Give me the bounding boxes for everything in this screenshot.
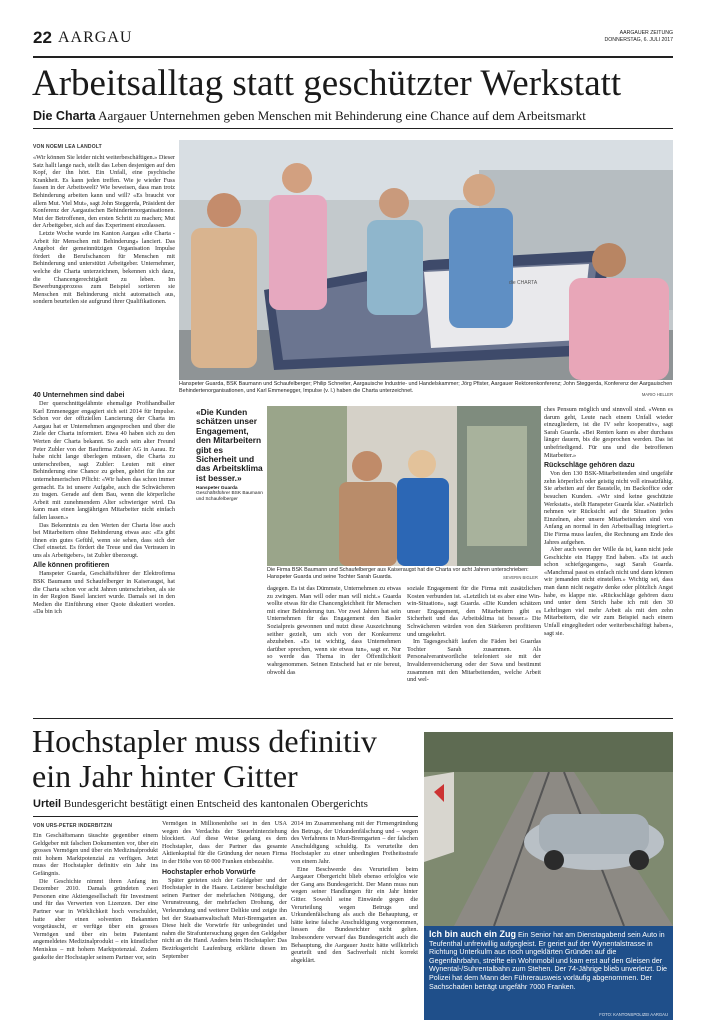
article2-kicker: Urteil — [33, 798, 62, 810]
car-caption-body — [429, 930, 668, 991]
paragraph: soziale Engagement für die Firma mit zusätzlichen Kosten verbunden ist. «Letztlich ist es aber eine Win-win-Situation», sagt Guarda. «Die Kunden schätzen unser Engagement, den Mitarbeitern gibt es Sicherheit und das Arbeitsklima ist besser.» Die Schwächeren würden von den Stärkeren profitieren und umgekehrt. — [407, 585, 541, 638]
paragraph: Später gerieten sich der Geldgeber und der Hochstapler in die Haare. Letzterer beschuldigte seinen Partner der mehrfachen Nötigung, der Verunstreuung, der mehrfachen Drohung, der Verleumdung und weiterer Delikte und zeigte ihn bei der Staatsanwaltschaft Muri-Bremgarten an. Diese hielt die Vorwürfe für unbegründet und nahm die Strafuntersuchung gegen den Geldgeber nicht an die Hand. Anders beim Hochstapler: Das Bezirksgericht Laufenburg erklärte diesen im September — [162, 876, 287, 960]
photo2-illustration — [267, 406, 541, 566]
article2-headline-line1: Hochstapler muss definitiv — [32, 723, 377, 759]
article1-subline-row — [33, 108, 678, 124]
paragraph: Die Geschichte nimmt ihren Anfang im Dezember 2010. Damals gründeten zwei Personen eine Aktiengesellschaft für Investment und für das Verwerten von Lizenzen. Der eine Partner war in Wirklichkeit hoch verschuldet, hatte aber einen solventen Bekannten vorgetäuscht, er verfüge über ein grosses Vermögen und über ein beim Patentamt angemeldetes Medizinalprodukt – ein künstlicher Meniskus – mit hohem Marktpotenzial. Zudem gaukelte der Hochstapler seinem Partner vor, sein — [33, 877, 158, 961]
article2-subline-row — [33, 798, 423, 810]
car-photo-credit: FOTO: KANTONSPOLIZEI AARGAU — [599, 1012, 668, 1017]
pull-quote-text: «Die Kunden schätzen unser Engagement, den Mitarbeitern gibt es Sicherheit und das Arbeitsklima ist besser.» — [196, 407, 263, 483]
pull-quote-role: Geschäftsführer BSK Baumann und Schaufelberger — [196, 491, 263, 502]
photo2-credit: SEVERIN BIGLER — [503, 575, 538, 580]
subheading-alle-profitieren: Alle können profitieren — [33, 562, 110, 570]
photo3-illustration — [424, 732, 673, 926]
paragraph: Im Tagesgeschäft laufen die Fäden bei Guardas Tochter Sarah zusammen. Als Personalverantwortliche telefoniert sie mit der Invalidenversicherung oder der Suva und bestimmt zusammen mit den Mitarbeitenden, welche Arbeit und wel- — [407, 638, 541, 684]
article1-author: VON NOEMI LEA LANDOLT — [33, 144, 102, 150]
article2-author: VON URS-PETER INDERBITZIN — [33, 823, 113, 829]
article1-kicker: Die Charta — [33, 109, 96, 123]
article1-headline: Arbeitsalltag statt geschützter Werkstatt — [32, 63, 622, 104]
photo2-caption-text: Die Firma BSK Baumann und Schaufelberger aus Kaiseraugst hat die Charta vor acht Jahren unterschrieben: Hanspeter Guarda und seine Tochter Sarah Guarda. — [267, 567, 529, 580]
car-caption-text: Ein Senior hat am Dienstagabend sein Auto in Teufenthal unfreiwillig aufgegleist. Er geriet auf der Wynentalstrasse in Richtung Unterkulm aus noch ungeklärten Gründen auf die Gegenfahrbahn, streifte ein Wohnmobil und kam erst auf den Gleisen der Wynental-/Suhrentalbahn zum Stehen. Der 74-Jährige blieb unverletzt. Die Polizei hat dem Mann den Führerausweis vorläufig abgenommen. Der Sachschaden beträgt ungefähr 7000 Franken. — [429, 930, 668, 991]
article2-rule — [33, 816, 418, 817]
article2-col1 — [33, 832, 158, 1020]
paragraph: Hanspeter Guarda, Geschäftsführer der Elektrofirma BSK Baumann und Schaufelberger in Kaiseraugst, hat die Charta schon vor acht Jahren unterschrieben, als sie in der Region Basel lanciert wurde. Damals sei in den Medien die Einführung einer Quote diskutiert worden. «Da bin ich — [33, 570, 175, 616]
article1-subline: Aargauer Unternehmen geben Menschen mit Behinderung eine Chance auf dem Arbeitsmarkt — [98, 108, 586, 123]
issue-date: DONNERSTAG, 6. JULI 2017 — [604, 37, 673, 43]
guarda-photo — [267, 406, 541, 566]
paragraph: Letzte Woche wurde im Kanton Aargau «die Charta - Arbeit für Menschen mit Behinderung» lanciert. Das Angebot der gemeinnützigen Organisation Impulse fördert die Berufschancen für Menschen mit Behinderung und unterstützt Arbeitgeber. Unternehmer, welche die Charta unterzeichnen, bekennen sich dazu, die Chancengerechtigkeit zu leben. Im Bewerbungsprozess zum Beispiel sortieren sie Menschen mit Behinderung nicht automatisch aus, sondern beurteilen sie aufgrund ihrer Qualifikationen. — [33, 229, 175, 306]
article-divider — [33, 718, 673, 719]
page-number: 22 — [33, 28, 52, 47]
paper-name: AARGAUER ZEITUNG — [619, 30, 673, 36]
charta-signers-photo — [179, 140, 673, 380]
paragraph: dagegen. Es ist das Dümmste, Unternehmen zu etwas zu zwingen. Man will oder man will nicht.» Guarda wollte etwas für die Chancengleichheit für Menschen mit einer Behinderung tun. Vor zwei Jahren hat sein Unternehmen für das Engagement den Basler Sozialpreis gewonnen und nutzt diese Auszeichnung seither gezielt, um sich von der Konkurrenz abzuheben. «Es ist wichtig, dass Unternehmen darüber sprechen, wenn sie etwas tun», sagt er. Nur so werde das Thema in der Öffentlichkeit wahrgenommen. Seinen Entscheid hat er nie bereut, obwohl das — [267, 585, 401, 676]
car-caption-lead: Ich bin auch ein Zug — [429, 929, 517, 939]
page-header — [33, 26, 673, 56]
pull-quote-name: Hanspeter Guarda — [196, 486, 238, 492]
subheading-vorwuerfe: Hochstapler erhob Vorwürfe — [162, 868, 256, 876]
paragraph: Der querschnittgelähmte ehemalige Profihandballer Karl Emmenegger engagiert sich seit 2014 für Impulse. Schon vor der offiziellen Lancierung der Charta im Aargau hat er Unternehmen angesprochen und über die Ziele der Charta informiert. Etwa 40 haben sich zu den Werten der Charta bekannt. So auch sein alter Freund Peter Zubler von der Baufirma Zubler AG in Aarau. Er habe nicht lange überlegen müssen, die Charta zu unterschreiben, sagt Zubler: Leuten mit einer Behinderung eine Chance zu geben, gehört für ihn zur unternehmerischen Pflicht: «Wir haben das schon immer gemacht. Es ist unsere Aufgabe, auch die Schwächeren zu tragen. Gerade auf dem Bau, wenn die körperliche Arbeit mit zunehmendem Alter schwieriger wird. Da kann man einen langjährigen Mitarbeiter nicht einfach fallen lassen.» — [33, 400, 175, 521]
car-photo-caption-box — [424, 926, 673, 1020]
car-on-tracks-photo — [424, 732, 673, 926]
pull-quote — [196, 408, 264, 502]
article2-headline-line2: ein Jahr hinter Gitter — [32, 758, 298, 794]
article2-subline: Bundesgericht bestätigt einen Entscheid des kantonalen Obergerichts — [63, 798, 368, 810]
paragraph: 2014 im Zusammenhang mit der Firmengründung des Betrugs, der Urkundenfälschung und – wegen des Verfahrens in Muri-Bremgarten – der falschen Anschuldigung schuldig. Es verurteilte den Hochstapler zu einer unbedingten Freiheitsstrafe von einem Jahr. — [291, 820, 418, 865]
article1-col4 — [544, 406, 673, 708]
photo1-credit: MARIO HELLER — [641, 392, 673, 397]
paragraph: «Wir können Sie leider nicht weiterbeschäftigen.» Dieser Satz hallt lange nach, stellt das Leben desjenigen auf den Kopf, der ihn hört. Ein Unfall, eine psychische Krankheit. Es kann jeden treffen. Wie je wieder Fuss fassen in der Arbeitswelt? Wie beweisen, dass man trotz Behinderung arbeiten kann und will? «Es braucht vor allem Mut. Viel Mut», sagt John Steggerda, Präsident der Konferenz der Aargauischen Behindertenorganisationen. Mut der Betroffenen, den ersten Schritt zu machen; Mut der Arbeitgeber, sich auf das Experiment einzulassen. — [33, 154, 175, 230]
article1-col1-lower — [33, 389, 175, 709]
subheading-40-unternehmen: 40 Unternehmen sind dabei — [33, 392, 125, 399]
article2-col3 — [291, 820, 418, 1020]
article2-col2 — [162, 820, 287, 1020]
article2-headline — [32, 724, 422, 794]
article1-col3 — [407, 585, 541, 708]
paragraph: Eine Beschwerde des Verurteilten beim Aargauer Obergericht blieb ebenso erfolglos wie der Gang ans Bundesgericht. Der Mann muss nun wegen seiner Handlungen für ein Jahr hinter Gitter. Sowohl seine Einwände gegen die Verurteilung wegen Betrugs und Urkundenfälschung als auch die Behauptung, er hätte keine falsche Anschuldigung vorgenommen, liessen die Bundesrichter nicht gelten. Insbesondere verwarf das Bundesgericht auch die Behauptung, die Aargauer Justiz hätte willkürlich geurteilt und den Sachverhalt nicht korrekt abgeklärt. — [291, 865, 418, 964]
banner-text: die CHARTA — [509, 280, 538, 286]
subline-rule — [33, 128, 673, 129]
photo1-caption — [179, 381, 673, 395]
paragraph: Ein Geschäftsmann täuschte gegenüber einem Geldgeber mit falschen Dokumenten vor, über ein grosses Vermögen und über ein Medizinalprodukt mit hohem Marktpotenzial zu verfügen. Jetzt muss der Hochstapler definitiv ein Jahr ins Gefängnis. — [33, 832, 158, 877]
photo1-caption-text: Hanspeter Guarda, BSK Baumann und Schaufelberger; Philip Schneiter, Aargauische Industrie- und Handelskammer; Jörg Pfister, Aargauer Rektorenkonferenz; John Steggerda, Konferenz der Aargauischen Behindertenorganisationen, und Karl Emmenegger, Impulse (v. l.) haben die Charta unterzeichnet. — [179, 381, 673, 394]
paragraph: Aber auch wenn der Wille da ist, kann nicht jede Geschichte ein Happy End haben. «Es ist auch schon schiefgegangen», sagt Sarah Guarda. «Manchmal passt es einfach nicht und dann können wir jemanden nicht einstellen.» Wichtig sei, dass man dann nicht negativ denke oder plötzlich Angst habe, es klappe nie. «Rückschläge gehören dazu und unter dem Strich habe ich mit den 30 Lehrlingen viel mehr Arbeit als mit den zehn Mitarbeitern, die wir zum Beispiel nach einem Unfall eingegliedert oder weiterbeschäftigt haben», sagt sie. — [544, 546, 673, 637]
section-name: AARGAU — [58, 29, 133, 46]
paragraph: Von den 130 BSK-Mitarbeitenden sind ungefähr zehn körperlich oder geistig nicht voll einsatzfähig. Sie arbeiten auf der Baustelle, im Backoffice oder besuchen Kunden. «Wir sind keine geschützte Werkstatt», stellt Hanspeter Guarda klar. «Natürlich nehmen wir Rücksicht auf die Situation jedes Einzelnen, aber unsere Mitarbeitenden sind von Anfang an normal in den Arbeitsalltag integriert.» Die Firma muss laufen, die Rechnung am Ende des Jahres aufgehen. — [544, 470, 673, 546]
article1-col2 — [267, 585, 401, 708]
article1-col1-upper — [33, 154, 175, 386]
subheading-rueckschlaege: Rückschläge gehören dazu — [544, 462, 635, 470]
paragraph: Das Bekenntnis zu den Werten der Charta löse auch bei Mitarbeitern ohne Behinderung etwas aus: «Es gibt ihnen ein gutes Gefühl, wenn sie sehen, dass sich der Chef einsetzt. Es fördert die Treue und das Vertrauen in uns als Arbeitgeber», ist Zubler überzeugt. — [33, 521, 175, 559]
header-rule — [33, 56, 673, 58]
paragraph: Vermögen in Millionenhöhe sei in den USA wegen des Verdachts der Steuerhinterziehung blockiert. Auf diese Weise gelang es dem Hochstapler, dass der Partner das gesamte Aktienkapital für die Gründung der neuen Firma in der Höhe von 60 000 Franken einbezahlte. — [162, 820, 287, 865]
photo-illustration — [179, 140, 673, 380]
paragraph: ches Pensum möglich und sinnvoll sind. «Wenn es darum geht, Leute nach einem Unfall wieder einzugliedern, ist die IV sehr kooperativ», sagt Sarah Guarda. «Bei Renten kann es aber durchaus länger dauern, bis die gesprochen werden. Das ist unbefriedigend. Für uns und die betroffenen Mitarbeiter.» — [544, 406, 673, 459]
photo2-caption — [267, 567, 541, 581]
